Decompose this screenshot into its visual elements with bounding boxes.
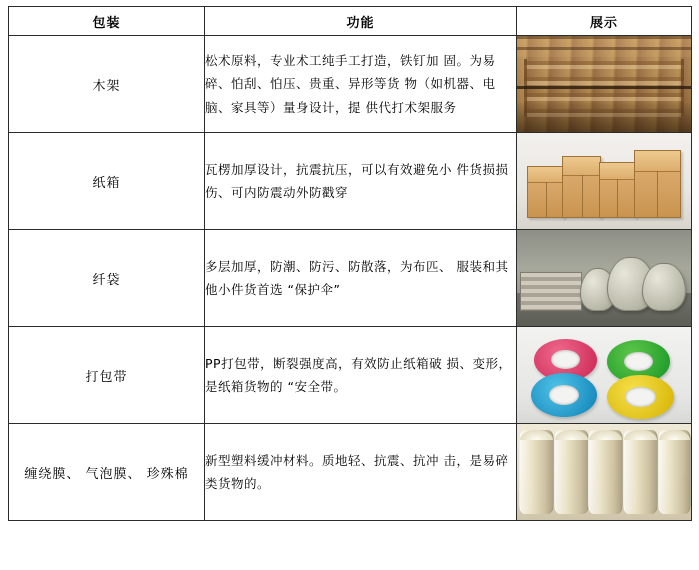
table-row — [9, 230, 692, 327]
category-cell: 打包带 — [9, 327, 205, 424]
description-cell: 松术原料，专业术工纯手工打造，铁钉加 固。为易碎、怕刮、怕压、贵重、异形等货 物（如机器、电脑、家具等）量身设计，提 供代打术架服务 — [205, 36, 517, 133]
category-cell: 纸箱 — [9, 133, 205, 230]
stretch-film-rolls-photo — [517, 424, 691, 520]
column-header-display: 展示 — [517, 7, 692, 36]
woven-sack — [642, 263, 686, 311]
wooden-crates-photo — [517, 36, 691, 132]
table-header-row — [9, 7, 692, 36]
film-roll — [658, 430, 691, 514]
category-cell: 木架 — [9, 36, 205, 133]
carton-box — [527, 166, 564, 218]
description-cell: 多层加厚，防潮、防污、防散落，为布匹、 服装和其他小件货首选 “保护伞” — [205, 230, 517, 327]
display-cell — [517, 424, 692, 521]
table-row — [9, 133, 692, 230]
category-cell: 纤袋 — [9, 230, 205, 327]
description-cell: 瓦楞加厚设计，抗震抗压，可以有效避免小 件货损损伤、可内防震动外防戳穿 — [205, 133, 517, 230]
display-cell — [517, 230, 692, 327]
carton-box — [562, 156, 601, 218]
strapping-rolls-image — [517, 327, 691, 423]
carton-box — [599, 162, 636, 218]
woven-sacks-image — [517, 230, 691, 326]
film-roll — [519, 430, 554, 514]
carton-boxes-photo — [517, 133, 691, 229]
carton-boxes-image — [517, 133, 691, 229]
packaging-table — [8, 6, 692, 521]
column-header-packaging: 包装 — [9, 7, 205, 36]
woven-sacks-photo — [517, 230, 691, 326]
crate-strap — [517, 86, 691, 89]
column-header-function: 功能 — [205, 7, 517, 36]
pallet — [520, 272, 581, 310]
display-cell — [517, 327, 692, 424]
description-cell: PP打包带，断裂强度高，有效防止纸箱破 损、变形，是纸箱货物的 “安全带。 — [205, 327, 517, 424]
stretch-film-rolls-image — [517, 424, 691, 520]
strapping-roll-blue — [531, 373, 597, 417]
carton-box — [634, 150, 681, 217]
display-cell — [517, 133, 692, 230]
wooden-crates-image — [517, 36, 691, 132]
table-row — [9, 36, 692, 133]
film-roll — [623, 430, 658, 514]
table-row — [9, 327, 692, 424]
film-roll — [588, 430, 623, 514]
category-cell: 缠绕膜、 气泡膜、 珍殊棉 — [9, 424, 205, 521]
film-roll — [554, 430, 589, 514]
strapping-roll-yellow — [607, 375, 673, 419]
display-cell — [517, 36, 692, 133]
description-cell: 新型塑料缓冲材料。质地轻、抗震、抗冲 击，是易碎类货物的。 — [205, 424, 517, 521]
table-row — [9, 424, 692, 521]
strapping-rolls-photo — [517, 327, 691, 423]
